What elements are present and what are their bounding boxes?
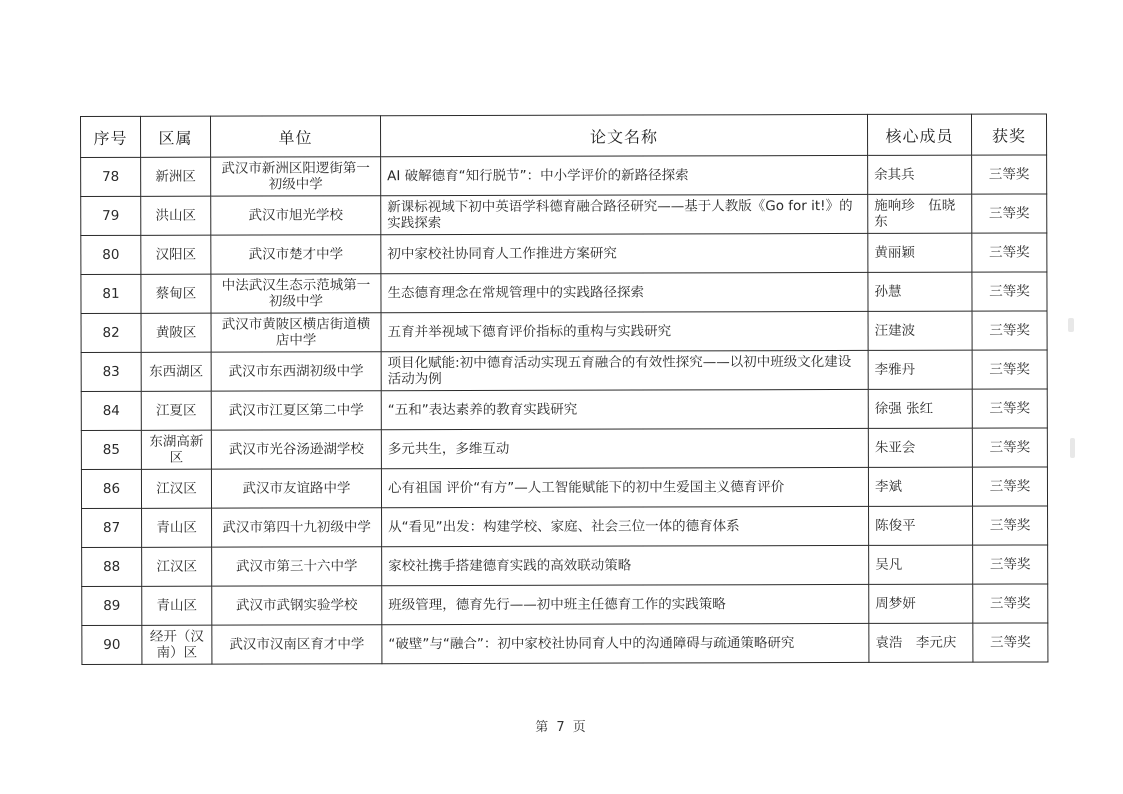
- cell-award: 三等奖: [972, 311, 1047, 350]
- table-row: [81, 155, 1047, 197]
- cell-title: 从“看见”出发：构建学校、家庭、社会三位一体的德育体系: [382, 506, 869, 546]
- table-row: [81, 389, 1047, 431]
- header-title: 论文名称: [381, 114, 868, 156]
- cell-index: 84: [81, 391, 141, 430]
- cell-district: 洪山区: [141, 196, 211, 235]
- cell-award: 三等奖: [972, 467, 1047, 506]
- cell-unit: 武汉市新洲区阳逻街第一初级中学: [211, 157, 381, 196]
- cell-title: 新课标视域下初中英语学科德育融合路径研究——基于人教版《Go for it!》的实践探索: [381, 194, 868, 234]
- header-district: 区属: [141, 116, 211, 157]
- cell-members: 黄丽颖: [868, 233, 972, 272]
- cell-title: 初中家校社协同育人工作推进方案研究: [381, 233, 868, 273]
- page-number: 第 7 页: [535, 720, 588, 735]
- scan-smudge: [1070, 438, 1075, 458]
- cell-index: 86: [81, 469, 141, 508]
- cell-district: 青山区: [142, 586, 212, 625]
- cell-index: 87: [82, 508, 142, 547]
- cell-unit: 武汉市第四十九初级中学: [212, 508, 382, 547]
- cell-unit: 武汉市旭光学校: [211, 196, 381, 235]
- cell-title: “五和”表达素养的教育实践研究: [381, 389, 868, 429]
- cell-members: 孙慧: [868, 272, 972, 311]
- table-row: [82, 584, 1048, 626]
- cell-unit: 武汉市楚才中学: [211, 235, 381, 274]
- cell-unit: 武汉市武钢实验学校: [212, 586, 382, 625]
- cell-award: 三等奖: [972, 233, 1047, 272]
- scan-smudge: [1068, 318, 1074, 332]
- table-row: [82, 545, 1048, 587]
- cell-unit: 武汉市光谷汤逊湖学校: [211, 430, 381, 469]
- cell-members: 吴凡: [869, 545, 973, 584]
- cell-index: 79: [81, 196, 141, 235]
- cell-members: 施响珍 伍晓东: [868, 194, 972, 233]
- cell-district: 经开（汉南）区: [142, 625, 212, 664]
- cell-district: 东湖高新区: [141, 430, 211, 469]
- cell-index: 82: [81, 313, 141, 352]
- cell-district: 江汉区: [142, 547, 212, 586]
- table-row: [81, 311, 1047, 353]
- cell-award: 三等奖: [973, 506, 1048, 545]
- cell-index: 83: [81, 352, 141, 391]
- cell-award: 三等奖: [972, 389, 1047, 428]
- cell-unit: 武汉市第三十六中学: [212, 547, 382, 586]
- header-unit: 单位: [211, 116, 381, 157]
- cell-title: 项目化赋能:初中德育活动实现五育融合的有效性探究——以初中班级文化建设活动为例: [381, 350, 868, 390]
- table-row: [81, 467, 1047, 509]
- awards-table: [80, 113, 1048, 665]
- header-index: 序号: [81, 116, 141, 157]
- cell-title: “破壁”与“融合”：初中家校社协同育人中的沟通障碍与疏通策略研究: [382, 623, 869, 663]
- cell-district: 江夏区: [141, 391, 211, 430]
- cell-district: 蔡甸区: [141, 274, 211, 313]
- cell-unit: 武汉市汉南区育才中学: [212, 625, 382, 664]
- cell-award: 三等奖: [972, 194, 1047, 233]
- cell-members: 李雅丹: [868, 350, 972, 389]
- cell-district: 新洲区: [141, 157, 211, 196]
- cell-title: 家校社携手搭建德育实践的高效联动策略: [382, 545, 869, 585]
- cell-award: 三等奖: [972, 155, 1047, 194]
- cell-award: 三等奖: [973, 584, 1048, 623]
- cell-index: 81: [81, 274, 141, 313]
- cell-members: 陈俊平: [869, 506, 973, 545]
- cell-index: 90: [82, 625, 142, 664]
- cell-members: 朱亚会: [868, 428, 972, 467]
- cell-district: 东西湖区: [141, 352, 211, 391]
- cell-members: 余其兵: [868, 155, 972, 194]
- table-row: [81, 233, 1047, 275]
- cell-title: 班级管理，德育先行——初中班主任德育工作的实践策略: [382, 584, 869, 624]
- cell-index: 85: [81, 430, 141, 469]
- cell-members: 周梦妍: [869, 584, 973, 623]
- header-award: 获奖: [971, 114, 1046, 155]
- table-row: [81, 428, 1047, 470]
- cell-district: 汉阳区: [141, 235, 211, 274]
- table-row: [81, 272, 1047, 314]
- cell-unit: 武汉市友谊路中学: [211, 469, 381, 508]
- cell-title: 心有祖国 评价“有方”—人工智能赋能下的初中生爱国主义德育评价: [381, 467, 868, 507]
- cell-index: 89: [82, 586, 142, 625]
- cell-unit: 武汉市黄陂区横店街道横店中学: [211, 313, 381, 352]
- cell-award: 三等奖: [972, 428, 1047, 467]
- table-row: [81, 350, 1047, 392]
- cell-title: AI 破解德育“知行脱节”：中小学评价的新路径探索: [381, 155, 868, 195]
- cell-members: 袁浩 李元庆: [869, 623, 973, 662]
- cell-title: 五育并举视域下德育评价指标的重构与实践研究: [381, 311, 868, 351]
- table-row: [81, 194, 1047, 236]
- cell-award: 三等奖: [972, 350, 1047, 389]
- cell-unit: 中法武汉生态示范城第一初级中学: [211, 274, 381, 313]
- table-row: [82, 623, 1048, 665]
- cell-members: 汪建波: [868, 311, 972, 350]
- cell-title: 生态德育理念在常规管理中的实践路径探索: [381, 272, 868, 312]
- cell-district: 江汉区: [141, 469, 211, 508]
- cell-unit: 武汉市江夏区第二中学: [211, 391, 381, 430]
- cell-award: 三等奖: [973, 623, 1048, 662]
- cell-award: 三等奖: [973, 545, 1048, 584]
- header-members: 核心成员: [867, 114, 971, 155]
- cell-award: 三等奖: [972, 272, 1047, 311]
- cell-unit: 武汉市东西湖初级中学: [211, 352, 381, 391]
- cell-members: 李斌: [868, 467, 972, 506]
- table-row: [82, 506, 1048, 548]
- cell-title: 多元共生，多维互动: [381, 428, 868, 468]
- cell-index: 80: [81, 235, 141, 274]
- cell-district: 黄陂区: [141, 313, 211, 352]
- table-header-row: [81, 114, 1047, 158]
- cell-index: 88: [82, 547, 142, 586]
- cell-district: 青山区: [142, 508, 212, 547]
- cell-index: 78: [81, 157, 141, 196]
- cell-members: 徐强 张红: [868, 389, 972, 428]
